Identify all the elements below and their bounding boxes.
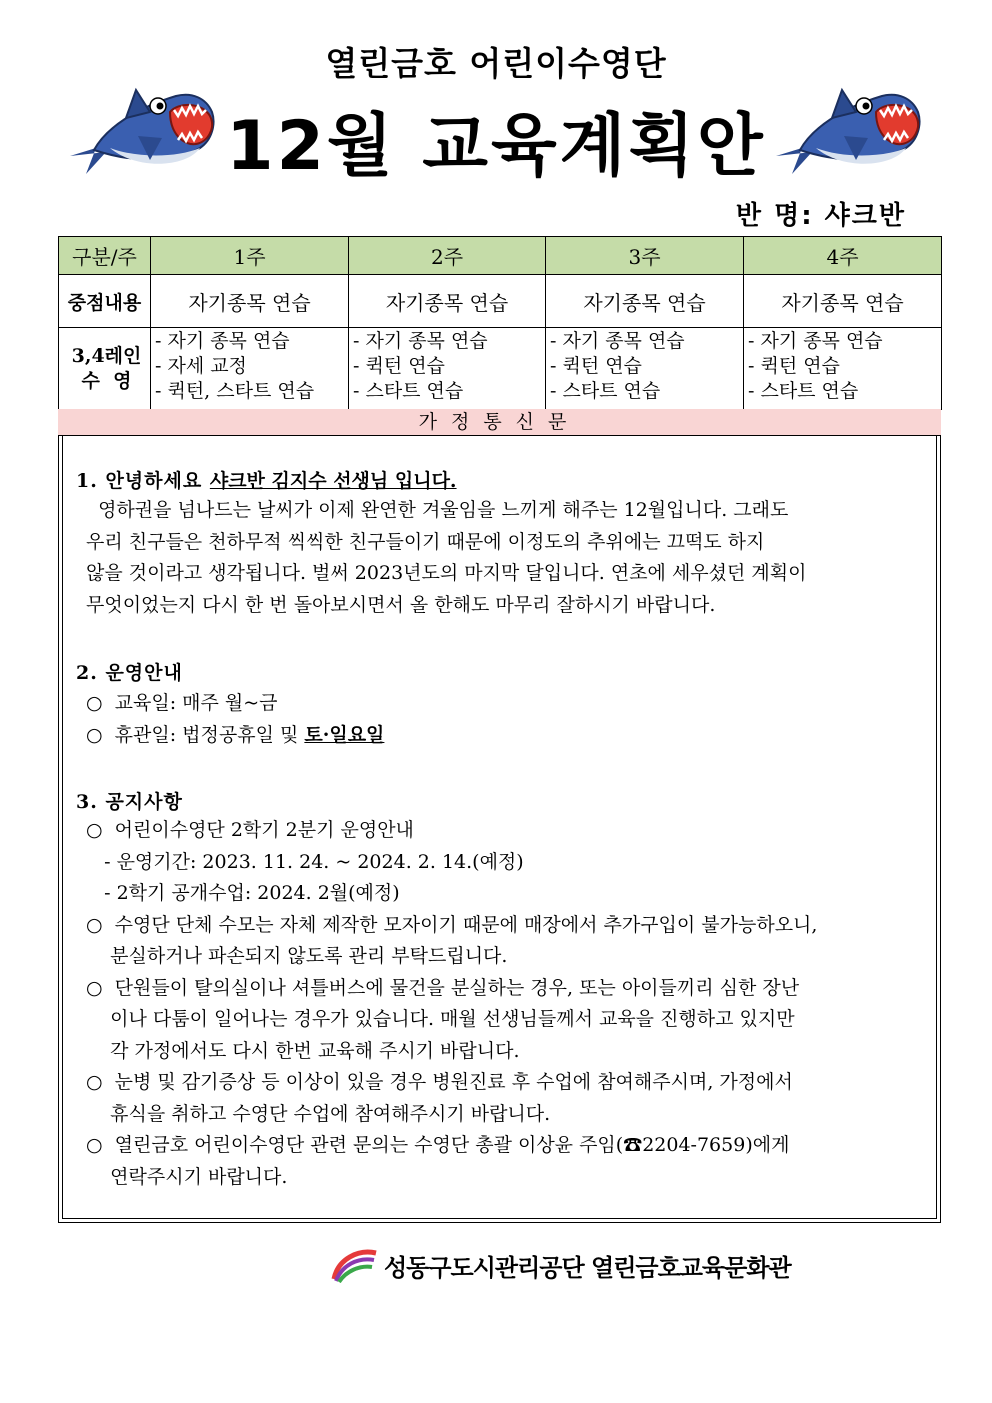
paragraph-line: 우리 친구들은 천하무적 씩씩한 친구들이기 때문에 이정도의 추위에는 끄떡도 하지	[86, 530, 765, 553]
cell-line: - 자기 종목 연습	[748, 330, 883, 352]
row-label: 중점내용	[59, 275, 151, 328]
section-3-body	[86, 815, 817, 1193]
table-cell: 자기종목 연습	[349, 275, 546, 328]
table-cell	[744, 328, 942, 410]
list-item: ○ 어린이수영단 2학기 2분기 운영안내	[86, 819, 414, 841]
column-header: 2주	[349, 237, 546, 275]
section-1-title-teacher: 샤크반 김지수 선생님 입니다.	[209, 470, 457, 492]
table-cell	[546, 328, 744, 410]
cell-line: - 스타트 연습	[353, 380, 464, 402]
shark-mascot-icon	[772, 78, 932, 178]
row-label-line: 수 영	[81, 370, 132, 392]
column-header: 3주	[546, 237, 744, 275]
cell-line: - 스타트 연습	[550, 380, 661, 402]
footer-org-name: 성동구도시관리공단 열린금호교육문화관	[384, 1253, 791, 1282]
list-item: 이나 다툼이 일어나는 경우가 있습니다. 매월 선생님들께서 교육을 진행하고 있지만	[86, 1008, 795, 1030]
footer-logo	[330, 1244, 791, 1286]
table-row	[59, 275, 942, 328]
paragraph-line: 영하권을 넘나드는 날씨가 이제 완연한 겨울임을 느끼게 해주는 12월입니다. 그래도	[86, 499, 789, 521]
table-cell: 자기종목 연습	[744, 275, 942, 328]
list-item: ○ 수영단 단체 수모는 자체 제작한 모자이기 때문에 매장에서 추가구입이 불가능하오니,	[86, 913, 818, 936]
list-item: ○ 열린금호 어린이수영단 관련 문의는 수영단 총괄 이상윤 주임(☎2204-7659)에게	[86, 1134, 790, 1156]
row-label-line: 3,4레인	[71, 345, 142, 367]
list-item	[86, 720, 384, 752]
list-item: 각 가정에서도 다시 한번 교육해 주시기 바랍니다.	[86, 1039, 520, 1062]
table-cell: 자기종목 연습	[151, 275, 349, 328]
section-2-title: 2. 운영안내	[76, 662, 183, 684]
section-1-title	[76, 466, 457, 493]
page-subtitle: 열린금호 어린이수영단	[325, 44, 667, 83]
cell-line: - 스타트 연습	[748, 380, 859, 402]
cell-line: - 퀵턴 연습	[353, 355, 445, 377]
table-header-row	[59, 237, 942, 275]
column-header: 구분/주	[59, 237, 151, 275]
row-label	[59, 328, 151, 410]
section-1-body	[86, 495, 806, 621]
list-item: ○ 눈병 및 감기증상 등 이상이 있을 경우 병원진료 후 수업에 참여해주시며, 가정에서	[86, 1071, 793, 1093]
weekly-plan-table	[58, 236, 942, 410]
cell-line: - 자세 교정	[155, 355, 247, 377]
cell-line: - 퀵턴 연습	[748, 355, 840, 377]
notice-heading: 가정통신문	[58, 409, 941, 436]
class-name-label: 반 명: 샤크반	[735, 201, 906, 231]
cell-line: - 퀵턴, 스타트 연습	[155, 380, 315, 402]
column-header: 4주	[744, 237, 942, 275]
section-1-title-prefix: 1. 안녕하세요	[76, 470, 210, 492]
list-item: ○ 교육일: 매주 월~금	[86, 692, 278, 714]
cell-line: - 자기 종목 연습	[353, 330, 488, 352]
paragraph-line: 않을 것이라고 생각됩니다. 벌써 2023년도의 마지막 달입니다. 연초에 세우셨던 계획이	[86, 562, 807, 584]
table-cell	[151, 328, 349, 410]
cell-line: - 퀵턴 연습	[550, 355, 642, 377]
list-item: - 2학기 공개수업: 2024. 2월(예정)	[86, 882, 400, 904]
table-row	[59, 328, 942, 410]
section-2-body	[86, 688, 384, 751]
cell-line: - 자기 종목 연습	[155, 330, 290, 352]
list-item: - 운영기간: 2023. 11. 24. ~ 2024. 2. 14.(예정)	[86, 850, 524, 873]
paragraph-line: 무엇이었는지 다시 한 번 돌아보시면서 올 한해도 마무리 잘하시기 바랍니다.	[86, 593, 716, 616]
list-item: ○ 단원들이 탈의실이나 셔틀버스에 물건을 분실하는 경우, 또는 아이들끼리 심한 장난	[86, 976, 800, 999]
list-item: 분실하거나 파손되지 않도록 관리 부탁드립니다.	[86, 945, 508, 967]
page-title: 12월 교육계획안	[226, 107, 766, 186]
list-item-text: ○ 휴관일: 법정공휴일 및	[86, 723, 305, 746]
table-cell: 자기종목 연습	[546, 275, 744, 328]
closed-days-highlight: 토·일요일	[304, 723, 385, 746]
column-header: 1주	[151, 237, 349, 275]
rainbow-logo-icon	[330, 1243, 378, 1287]
list-item: 연락주시기 바랍니다.	[86, 1165, 288, 1188]
list-item: 휴식을 취하고 수영단 수업에 참여해주시기 바랍니다.	[86, 1102, 551, 1125]
cell-line: - 자기 종목 연습	[550, 330, 685, 352]
table-cell	[349, 328, 546, 410]
section-3-title: 3. 공지사항	[76, 791, 183, 813]
